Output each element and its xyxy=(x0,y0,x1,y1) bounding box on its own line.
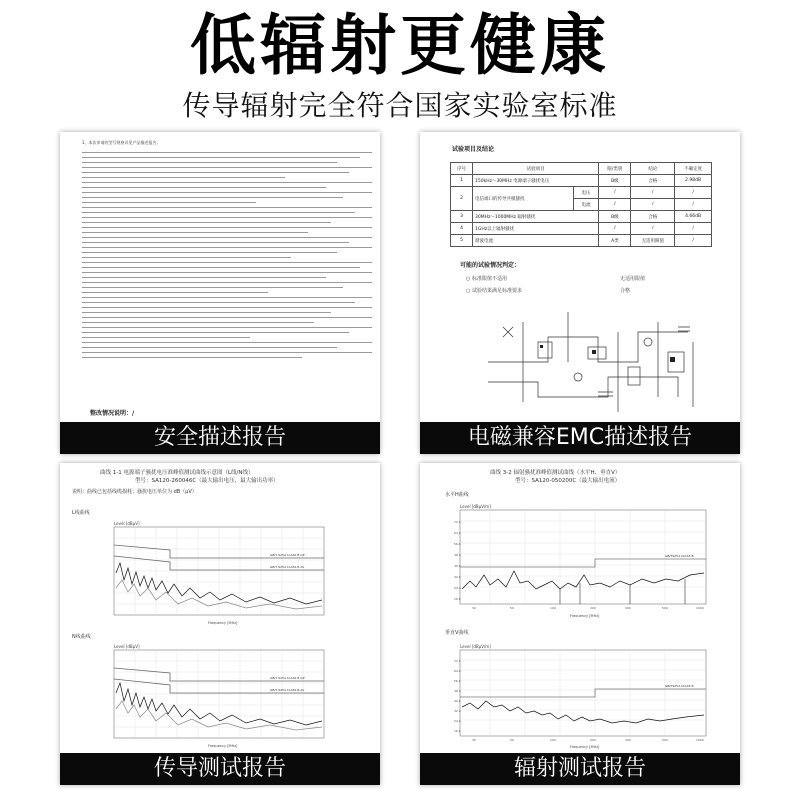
table-row: 2 电信端口的传导共模骚扰 电压 / / / xyxy=(451,187,712,199)
text-line xyxy=(82,297,372,298)
horizontal-section: 水平H曲线 xyxy=(445,492,469,498)
text-line xyxy=(82,167,372,168)
legend-av: GB/T 9254 CLASS B AV xyxy=(270,688,305,692)
emc-judgement-item: ○ 试验结果满足标准要求 xyxy=(466,288,522,294)
text-line xyxy=(82,337,250,338)
svg-text:500: 500 xyxy=(662,606,668,610)
svg-text:24.0: 24.0 xyxy=(454,586,461,590)
svg-text:50: 50 xyxy=(510,606,514,610)
text-line xyxy=(82,322,314,323)
card-label-emc: 电磁兼容EMC描述报告 xyxy=(420,422,740,454)
svg-text:48.0: 48.0 xyxy=(454,689,461,693)
emc-judgement-result: 合格 xyxy=(620,288,631,294)
svg-text:500: 500 xyxy=(662,738,668,742)
table-row: 3 30MHz～1000MHz 辐射骚扰 B级 合格 4.66dB xyxy=(451,211,712,223)
text-line xyxy=(82,327,372,328)
svg-text:1000: 1000 xyxy=(696,606,704,610)
safety-report-card xyxy=(60,132,380,454)
text-line xyxy=(82,187,326,188)
text-line xyxy=(82,287,343,288)
text-line xyxy=(82,207,372,208)
svg-text:300: 300 xyxy=(625,606,631,610)
card-label-radiation: 辐射测试报告 xyxy=(420,753,740,785)
vertical-radiation-chart xyxy=(430,641,730,751)
conduction-report-card xyxy=(60,463,380,785)
table-header: 结论 xyxy=(631,163,675,175)
vertical-section: 垂直V曲线 xyxy=(445,630,469,636)
chart-xlabel: Frequency [MHz] xyxy=(208,621,238,625)
emc-doc-preview xyxy=(420,132,740,422)
text-line xyxy=(82,247,372,248)
svg-text:64.0: 64.0 xyxy=(454,531,461,535)
svg-text:32.0: 32.0 xyxy=(454,709,461,713)
table-row: 4 1GHz以上辐射骚扰 / / / xyxy=(451,223,712,235)
svg-text:30: 30 xyxy=(472,738,476,742)
legend-qp: GB/T 9254 CLASS B QP xyxy=(270,676,305,680)
svg-text:40.0: 40.0 xyxy=(454,564,461,568)
text-line xyxy=(82,257,291,258)
text-line xyxy=(82,282,372,283)
text-line xyxy=(82,202,256,203)
chart-xlabel: Frequency [MHz] xyxy=(570,614,600,618)
text-line xyxy=(82,277,326,278)
table-header: 限/类别 xyxy=(599,163,631,175)
legend-qp: GB/T 9254 CLASS B QP xyxy=(270,553,305,557)
card-label-conduction: 传导测试报告 xyxy=(60,753,380,785)
svg-text:72.0: 72.0 xyxy=(454,520,461,524)
safety-doc-text-lines xyxy=(82,150,372,362)
chart-xlabel: Frequency [MHz] xyxy=(570,745,600,749)
svg-text:100: 100 xyxy=(550,606,556,610)
svg-text:200: 200 xyxy=(590,738,596,742)
emc-judgement-result: 无适用限值 xyxy=(620,276,646,282)
svg-text:56.0: 56.0 xyxy=(454,679,461,683)
safety-doc-intro: 1、本次申请的型号规格详见产品描述报告； xyxy=(82,140,161,145)
svg-text:24.0: 24.0 xyxy=(454,719,461,723)
radiation-report-card xyxy=(420,463,740,785)
text-line xyxy=(82,217,372,218)
chart-ylabel: Level [dBμV] xyxy=(114,521,140,526)
text-line xyxy=(82,332,349,333)
page-title: 低辐射更健康 xyxy=(190,7,610,84)
l-line-emission-chart xyxy=(70,518,370,628)
chart-xlabel: Frequency [MHz] xyxy=(208,744,238,748)
svg-text:200: 200 xyxy=(590,606,596,610)
safety-doc-preview xyxy=(60,132,380,422)
safety-doc-footer: 整改情况说明：/ xyxy=(90,410,135,417)
radiation-doc-title: 曲线 3-2 辐射骚扰准峰值测试曲线（水平H、垂直V） xyxy=(490,470,621,476)
svg-text:30: 30 xyxy=(472,606,476,610)
n-line-section: N线曲线 xyxy=(72,634,91,640)
card-label-safety: 安全描述报告 xyxy=(60,422,380,454)
conduction-doc-preview xyxy=(60,463,380,753)
emc-judgement-heading: 可能的试验情况判定： xyxy=(460,262,521,269)
text-line xyxy=(82,162,337,163)
svg-text:56.0: 56.0 xyxy=(454,542,461,546)
text-line xyxy=(82,152,372,153)
emc-judgement-item: ○ 标准限值不适用 xyxy=(466,276,507,282)
text-line xyxy=(82,177,285,178)
circuit-diagram xyxy=(478,302,718,417)
text-line xyxy=(82,222,331,223)
text-line xyxy=(82,182,372,183)
table-header: 序号 xyxy=(451,163,473,175)
text-line xyxy=(82,212,355,213)
text-line xyxy=(82,352,372,353)
text-line xyxy=(82,292,268,293)
text-line xyxy=(82,302,355,303)
text-line xyxy=(82,312,331,313)
table-row: 5 谐波电流 A类 无适用限值 / xyxy=(451,235,712,247)
horizontal-radiation-chart xyxy=(430,501,730,626)
svg-text:16.0: 16.0 xyxy=(454,597,461,601)
emc-report-card xyxy=(420,132,740,454)
svg-text:100: 100 xyxy=(550,738,556,742)
l-line-section: L线曲线 xyxy=(72,510,90,516)
svg-text:40.0: 40.0 xyxy=(454,699,461,703)
svg-text:72.0: 72.0 xyxy=(454,659,461,663)
n-line-emission-chart xyxy=(70,641,370,751)
svg-text:48.0: 48.0 xyxy=(454,553,461,557)
text-line xyxy=(82,192,372,193)
svg-text:1000: 1000 xyxy=(696,738,704,742)
radiation-doc-preview xyxy=(420,463,740,753)
text-line xyxy=(82,252,337,253)
table-row: 1 150kHz～30MHz 电源端子骚扰电压 B级 合格 2.98dB xyxy=(451,175,712,187)
legend-av: GB/T 9254 CLASS B AV xyxy=(270,565,305,569)
text-line xyxy=(82,272,372,273)
svg-text:16.0: 16.0 xyxy=(454,729,461,733)
text-line xyxy=(82,267,360,268)
conduction-doc-note: 说明：曲线已包括线缆损耗；骚扰电压单位为 dB（μV） xyxy=(72,489,197,495)
emc-results-table xyxy=(450,162,712,247)
chart-ylabel: Level [dBμV] xyxy=(114,644,140,649)
svg-text:300: 300 xyxy=(625,738,631,742)
text-line xyxy=(82,347,337,348)
legend-class-b: GB/T9254 CLASS B xyxy=(665,684,694,688)
table-header: 试验项目 xyxy=(473,163,599,175)
text-line xyxy=(82,197,343,198)
legend-class-b: GB/T9254 CLASS B xyxy=(665,554,694,558)
text-line xyxy=(82,172,349,173)
text-line xyxy=(82,157,360,158)
text-line xyxy=(82,317,372,318)
chart-ylabel: Level [dBμV/m] xyxy=(460,504,491,509)
conduction-doc-title: 曲线 1-1 电源端子骚扰电压准峰值测试曲线示意图（L线/N线） xyxy=(100,470,254,476)
conduction-doc-model: 型号：SA120-260046C（最大输出电压、最大输出功率） xyxy=(135,478,279,484)
text-line xyxy=(82,242,349,243)
text-line xyxy=(82,227,372,228)
text-line xyxy=(82,357,302,358)
svg-text:64.0: 64.0 xyxy=(454,669,461,673)
text-line xyxy=(82,342,372,343)
text-line xyxy=(82,262,372,263)
page-subtitle: 传导辐射完全符合国家实验室标准 xyxy=(182,89,618,122)
table-header: 不确定度 xyxy=(675,163,712,175)
emc-doc-heading: 试验项目及结论 xyxy=(452,146,495,153)
svg-text:32.0: 32.0 xyxy=(454,575,461,579)
svg-text:50: 50 xyxy=(510,738,514,742)
chart-ylabel: Level [dBμV/m] xyxy=(460,644,491,649)
text-line xyxy=(82,237,372,238)
text-line xyxy=(82,307,372,308)
table-row: 电流 / / / xyxy=(451,199,712,211)
text-line xyxy=(82,232,308,233)
radiation-doc-model: 型号：SA120-050200C（最大输出电流） xyxy=(515,478,621,484)
